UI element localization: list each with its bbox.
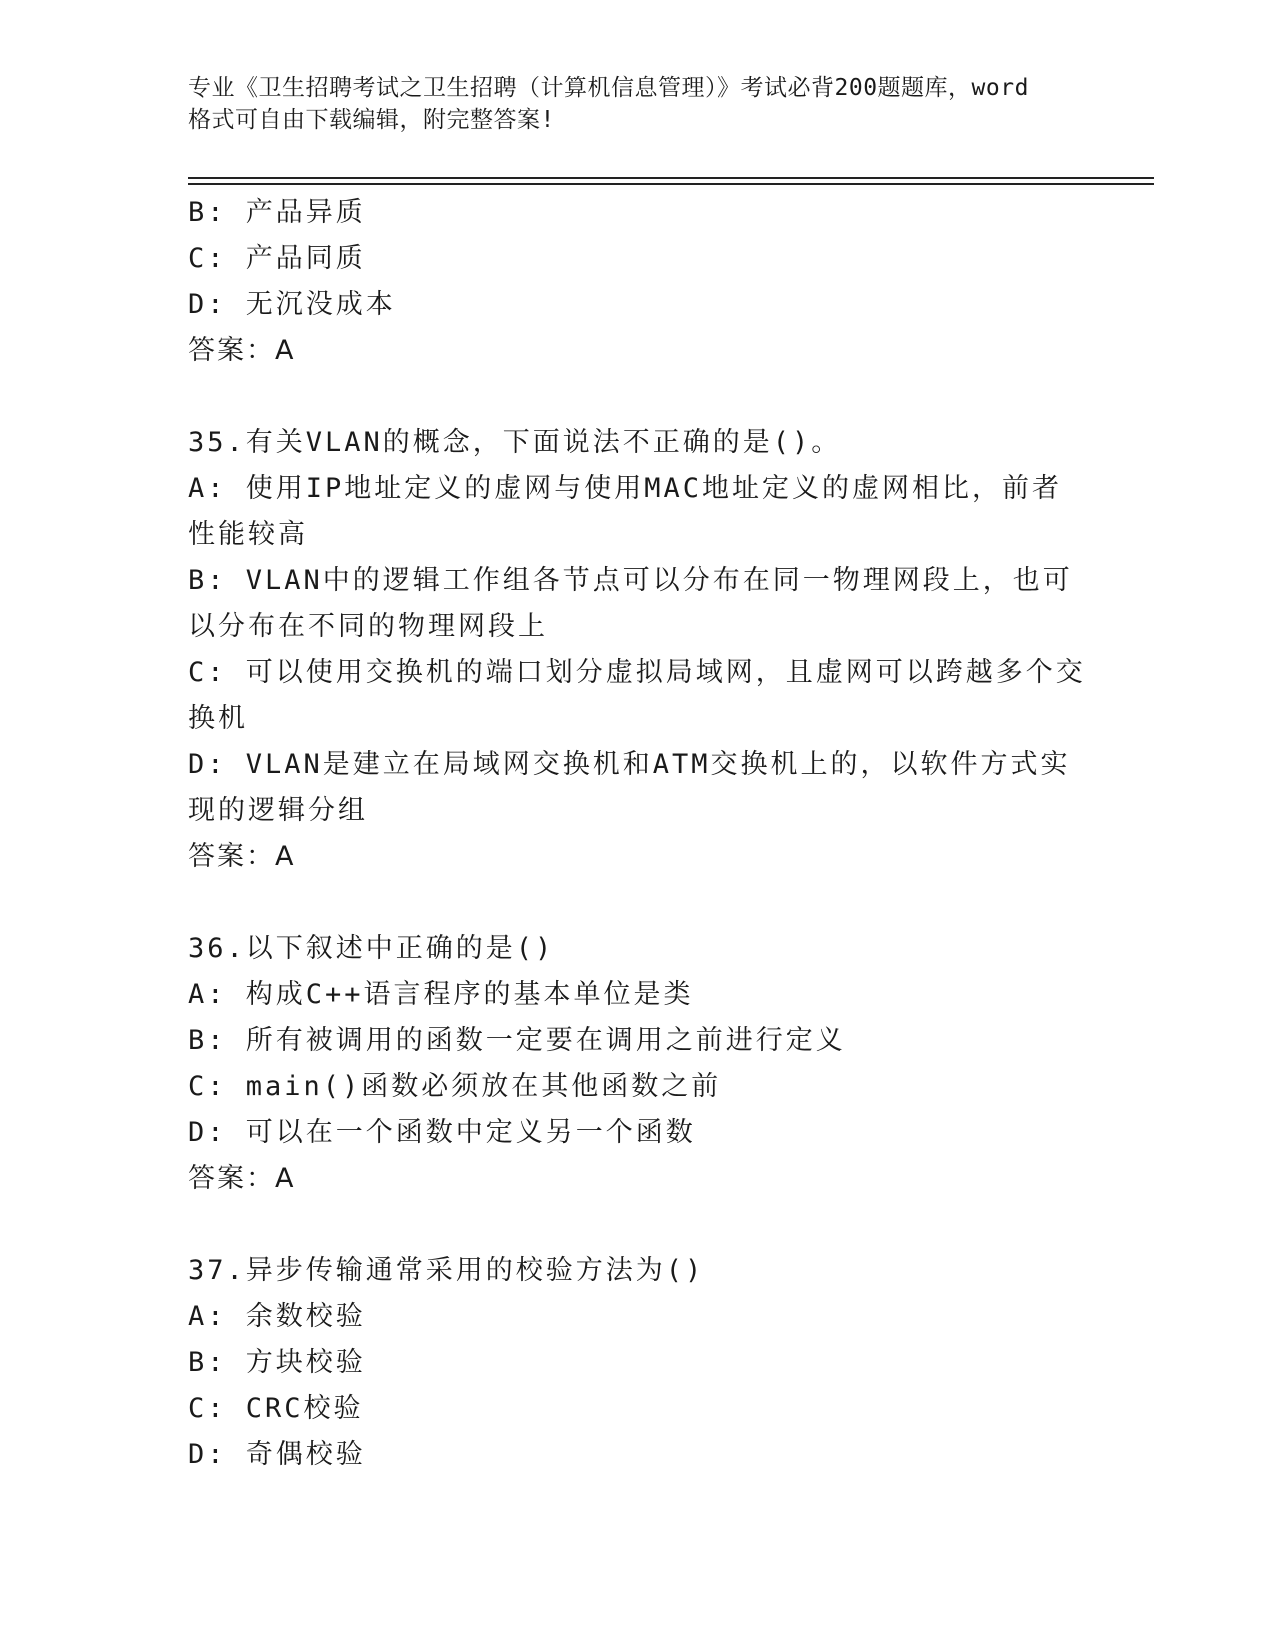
- question-35: [188, 420, 1088, 880]
- question-36: [188, 926, 1088, 1202]
- header-rule-bottom: [188, 183, 1154, 185]
- question-stem: 35.有关VLAN的概念，下面说法不正确的是()。: [188, 427, 842, 458]
- option-b: B: 所有被调用的函数一定要在调用之前进行定义: [188, 1025, 846, 1056]
- option-c: C: CRC校验: [188, 1393, 364, 1424]
- option-b: B: VLAN中的逻辑工作组各节点可以分布在同一物理网段上，也可以分布在不同的物理网段上: [188, 565, 1073, 642]
- option-d: D: VLAN是建立在局域网交换机和ATM交换机上的，以软件方式实现的逻辑分组: [188, 749, 1071, 826]
- header-rule-top: [188, 177, 1154, 179]
- answer-line: 答案：A: [188, 841, 296, 872]
- header-line-2: 格式可自由下载编辑，附完整答案!: [188, 107, 555, 133]
- option-d: D: 奇偶校验: [188, 1439, 366, 1470]
- question-37: [188, 1248, 1088, 1478]
- question-stem: 36.以下叙述中正确的是(): [188, 933, 555, 964]
- option-b: B: 方块校验: [188, 1347, 366, 1378]
- option-c: C: main()函数必须放在其他函数之前: [188, 1071, 722, 1102]
- question-stem: 37.异步传输通常采用的校验方法为(): [188, 1255, 705, 1286]
- option-a: A: 使用IP地址定义的虚网与使用MAC地址定义的虚网相比，前者性能较高: [188, 473, 1063, 550]
- answer-line: 答案：A: [188, 335, 296, 366]
- answer-line: 答案：A: [188, 1163, 296, 1194]
- question-34-partial: [188, 190, 1088, 374]
- header-line-1: 专业《卫生招聘考试之卫生招聘（计算机信息管理）》考试必背200题题库，word: [188, 75, 1029, 101]
- spacer: [188, 880, 1088, 926]
- option-a: A: 余数校验: [188, 1301, 366, 1332]
- option-c: C: 可以使用交换机的端口划分虚拟局域网，且虚网可以跨越多个交换机: [188, 657, 1086, 734]
- option-b: B: 产品异质: [188, 197, 366, 228]
- question-content: [188, 190, 1088, 1478]
- spacer: [188, 1202, 1088, 1248]
- option-c: C: 产品同质: [188, 243, 366, 274]
- option-d: D: 无沉没成本: [188, 289, 396, 320]
- option-d: D: 可以在一个函数中定义另一个函数: [188, 1117, 696, 1148]
- option-a: A: 构成C++语言程序的基本单位是类: [188, 979, 694, 1010]
- spacer: [188, 374, 1088, 420]
- document-header: [188, 72, 1088, 136]
